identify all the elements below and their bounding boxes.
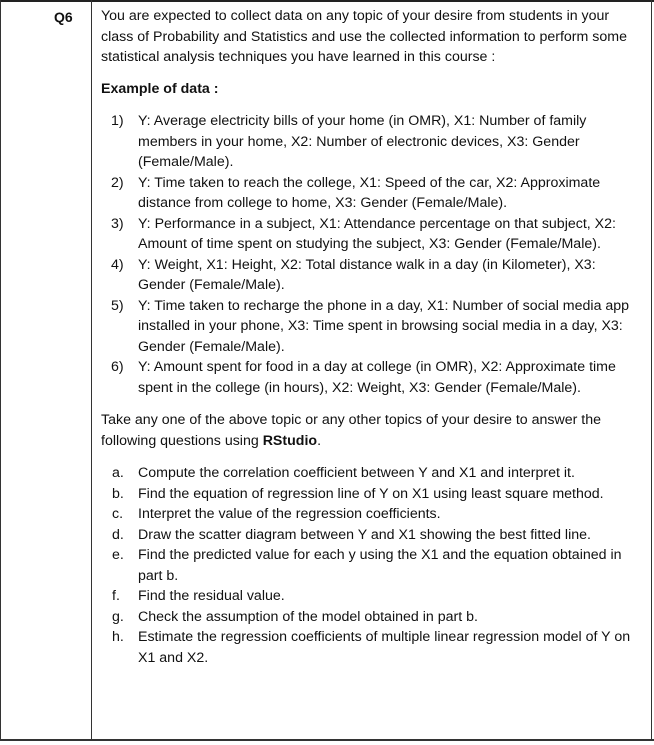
task-marker: g. (112, 608, 124, 625)
column-divider (91, 0, 92, 740)
task-marker: h. (112, 629, 124, 645)
example-text: Y: Amount spent for food in a day at college (in OMR), X2: Approximate time spent in the college (in hours), X2: Weight, X3: Gender (Female/Male). (138, 359, 616, 396)
task-text: Find the predicted value for each y using the X1 and the equation obtained in part b. (138, 547, 622, 584)
task-item (101, 586, 641, 607)
table-left-border (0, 0, 1, 740)
task-item (101, 463, 641, 484)
example-text: Y: Average electricity bills of your home (in OMR), X1: Number of family members in your home, X2: Number of electronic devices, X3: Gender (Female/Male). (138, 113, 587, 170)
task-item (101, 504, 641, 525)
table-right-border (651, 0, 652, 740)
task-marker: c. (112, 506, 124, 522)
question-number: Q6 (54, 9, 73, 25)
task-text: Compute the correlation coefficient between Y and X1 and interpret it. (138, 465, 575, 481)
task-text: Find the residual value. (138, 588, 285, 604)
task-item (101, 525, 641, 546)
task-item (101, 607, 641, 628)
task-marker: a. (112, 465, 124, 481)
instruction-paragraph (101, 410, 641, 451)
example-item (101, 214, 641, 255)
table-top-border (0, 0, 654, 2)
task-item (101, 484, 641, 505)
example-marker: 5) (111, 297, 124, 314)
question-intro: You are expected to collect data on any topic of your desire from students in your class of Probability and Statistics and use the collected information to perform some statistical analysis techniques you have learned in this course : (101, 8, 627, 65)
task-item (101, 545, 641, 586)
example-marker: 4) (111, 256, 124, 273)
example-heading: Example of data : (101, 80, 219, 97)
example-marker: 3) (111, 215, 124, 232)
example-item (101, 357, 641, 398)
task-text: Estimate the regression coefficients of multiple linear regression model of Y on X1 and X2. (138, 629, 631, 666)
task-marker: d. (112, 526, 124, 543)
task-text: Draw the scatter diagram between Y and X1 showing the best fitted line. (138, 526, 591, 543)
software-name: RStudio (262, 432, 318, 449)
task-marker: b. (112, 485, 124, 502)
task-text: Interpret the value of the regression coefficients. (138, 506, 441, 522)
example-marker: 6) (111, 359, 124, 375)
example-text: Y: Performance in a subject, X1: Attendance percentage on that subject, X2: Amount of time spent on studying the subject, X3: Gender (Female/Male). (138, 215, 616, 252)
example-item (101, 255, 641, 296)
instruction-text: Take any one of the above topic or any other topics of your desire to answer the following questions using (101, 412, 602, 449)
example-marker: 2) (111, 174, 124, 191)
example-item (101, 173, 641, 214)
table-bottom-border (0, 739, 654, 741)
example-text: Y: Weight, X1: Height, X2: Total distance walk in a day (in Kilometer), X3: Gender (Female/Male). (138, 256, 596, 293)
instruction-end: . (317, 432, 322, 449)
example-text: Y: Time taken to recharge the phone in a day, X1: Number of social media app installed in your phone, X3: Time spent in browsing social media in a day, X3: Gender (Female/Male). (138, 297, 630, 355)
task-text: Check the assumption of the model obtained in part b. (138, 608, 478, 625)
task-marker: e. (112, 547, 124, 563)
example-item (101, 296, 641, 358)
question-content (101, 6, 641, 668)
example-marker: 1) (111, 113, 124, 129)
task-text: Find the equation of regression line of Y on X1 using least square method. (138, 485, 604, 502)
example-text: Y: Time taken to reach the college, X1: Speed of the car, X2: Approximate distance from college to home, X3: Gender (Female/Male). (138, 174, 601, 211)
task-list (101, 463, 641, 668)
example-item (101, 111, 641, 173)
example-list (101, 111, 641, 398)
task-marker: f. (112, 588, 120, 604)
task-item (101, 627, 641, 668)
